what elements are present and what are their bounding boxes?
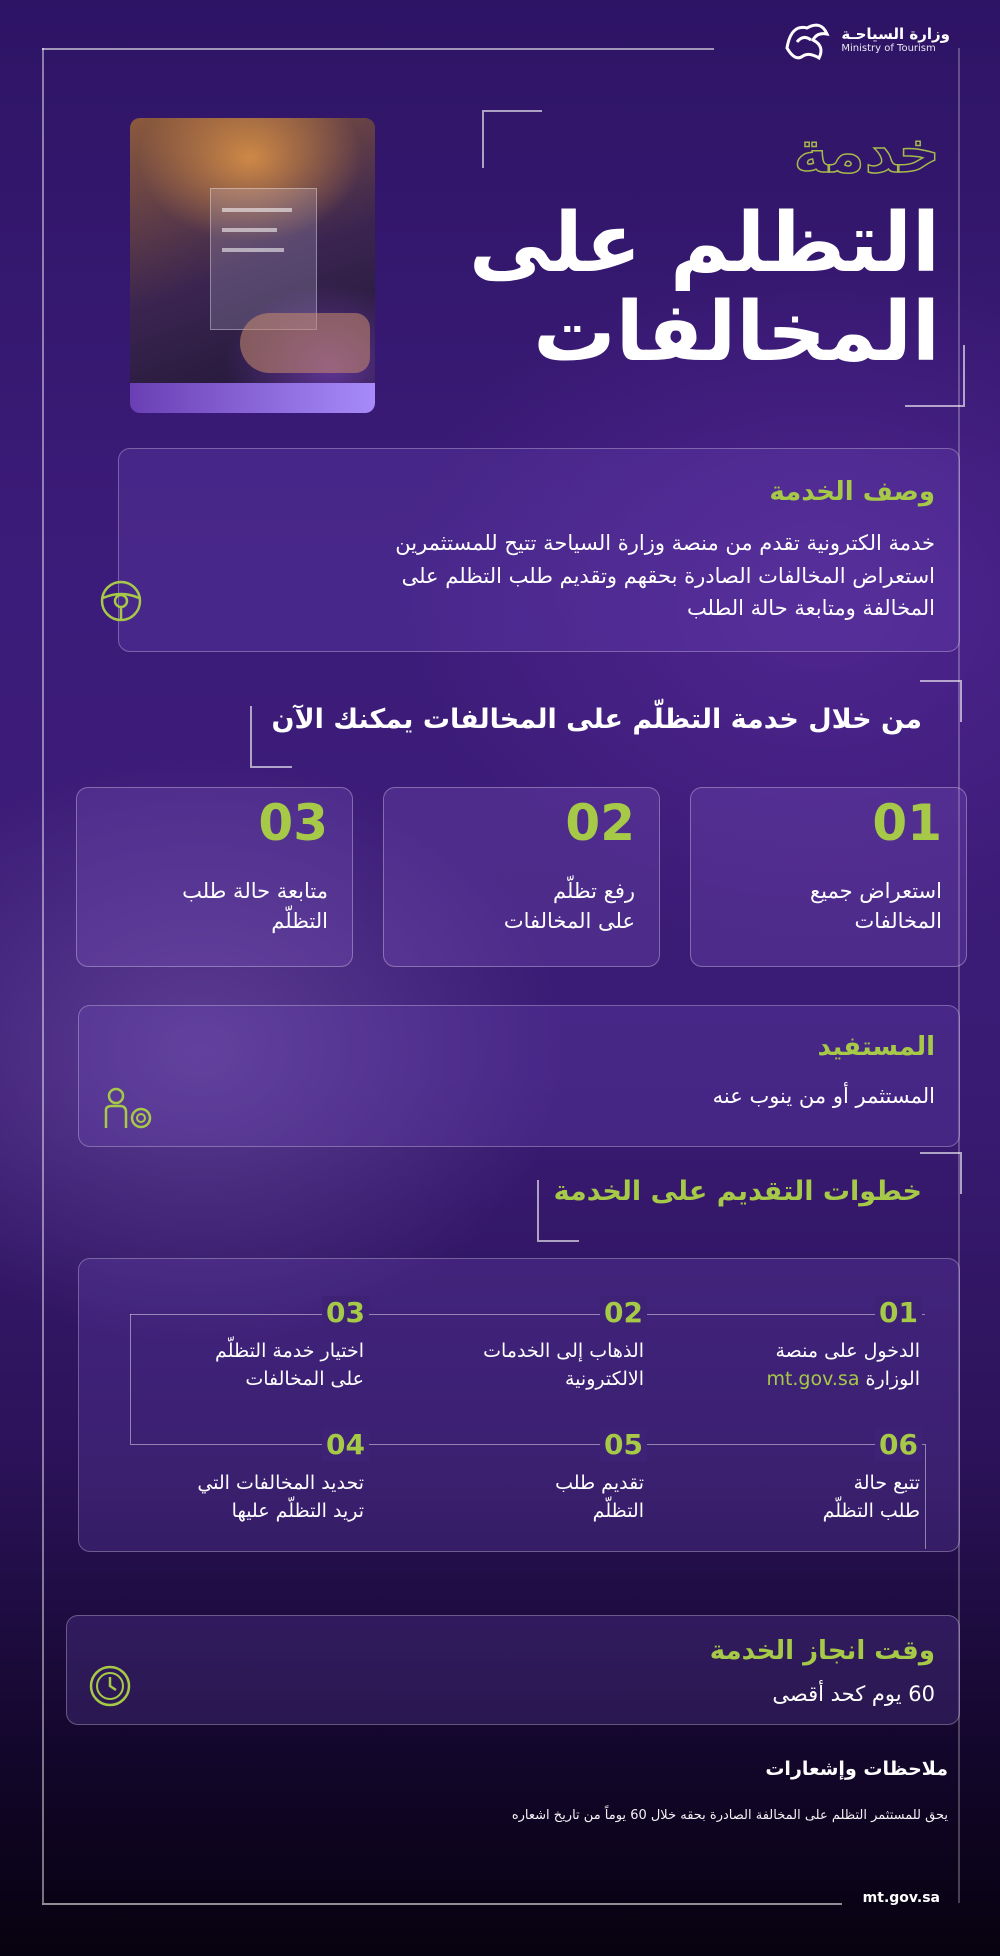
- steps-heading: خطوات التقديم على الخدمة: [553, 1176, 922, 1207]
- service-description-line: خدمة الكترونية تقدم من منصة وزارة السياحة تتيح للمستثمرين: [395, 531, 935, 555]
- ministry-logo-icon: [781, 18, 831, 62]
- capability-text: [810, 876, 942, 937]
- investor-icon: [104, 1086, 154, 1130]
- step-line: [766, 1366, 920, 1394]
- step-text-2: [483, 1338, 644, 1393]
- frame-top-line: [42, 48, 714, 50]
- steps-connector-top: [130, 1314, 925, 1315]
- capability-line: المخالفات: [854, 909, 942, 934]
- capability-card-3: [76, 787, 353, 967]
- step-text-6: [823, 1470, 920, 1525]
- step-line: تقديم طلب: [555, 1472, 644, 1494]
- hero-laptop-image: [130, 118, 375, 413]
- service-description-panel: [118, 448, 960, 652]
- beneficiary-panel: [78, 1005, 960, 1147]
- logo-english: Ministry of Tourism: [841, 42, 936, 54]
- steering-wheel-icon: [98, 578, 144, 624]
- steps-connector-middle: [130, 1444, 925, 1445]
- step-text-1: [766, 1338, 920, 1393]
- step-line-text: الوزارة: [859, 1367, 920, 1390]
- website-link[interactable]: mt.gov.sa: [766, 1367, 860, 1390]
- step-number-2: 02: [600, 1296, 647, 1329]
- step-number-3: 03: [322, 1296, 369, 1329]
- frame-left-line: [42, 48, 44, 1903]
- step-line: تريد التظلّم عليها: [231, 1499, 364, 1522]
- capability-number: 02: [565, 794, 635, 852]
- title-bracket-top: [482, 110, 542, 168]
- capabilities-heading: من خلال خدمة التظلّم على المخالفات يمكنك الآن: [271, 704, 922, 735]
- ministry-logo: [781, 18, 950, 62]
- capability-line: رفع تظلّم: [552, 879, 635, 903]
- clock-icon: [88, 1664, 132, 1708]
- capability-line: على المخالفات: [503, 909, 635, 934]
- logo-text: [841, 26, 950, 54]
- step-text-5: [555, 1470, 644, 1525]
- capability-card-2: [383, 787, 660, 967]
- step-line: على المخالفات: [245, 1367, 364, 1390]
- step-text-4: [197, 1470, 364, 1525]
- step-text-3: [215, 1338, 364, 1393]
- service-description-line: استعراض المخالفات الصادرة بحقهم وتقديم طلب التظلم على: [401, 563, 935, 588]
- service-description-text: [395, 527, 935, 625]
- capability-text: [182, 876, 328, 937]
- beneficiary-heading: المستفيد: [817, 1032, 935, 1062]
- hero-hand: [240, 313, 370, 373]
- notes-text: يحق للمستثمر التظلم على المخالفة الصادرة بحقه خلال 60 يوماً من تاريخ اشعاره: [511, 1808, 948, 1823]
- capability-text: [504, 876, 635, 937]
- capability-line: متابعة حالة طلب: [182, 879, 328, 903]
- steps-connector-right: [925, 1444, 926, 1549]
- completion-time-text: 60 يوم كحد أقصى: [772, 1682, 935, 1706]
- step-number-1: 01: [875, 1296, 922, 1329]
- capability-number: 01: [872, 794, 942, 852]
- beneficiary-text: المستثمر أو من ينوب عنه: [712, 1084, 935, 1108]
- step-number-5: 05: [600, 1428, 647, 1461]
- hero-screen-line: [222, 228, 277, 232]
- capability-line: التظلّم: [271, 909, 328, 934]
- capability-card-1: [690, 787, 967, 967]
- steps-bracket-right: [920, 1152, 962, 1194]
- page-title-line1: التظلم على: [468, 196, 940, 291]
- hero-laptop-base: [130, 383, 375, 413]
- hero-screen-line: [222, 208, 292, 212]
- steps-connector-left: [130, 1314, 131, 1444]
- service-description-line: المخالفة ومتابعة حالة الطلب: [686, 596, 935, 621]
- footer-website-link[interactable]: mt.gov.sa: [862, 1890, 940, 1906]
- step-line: التظلّم: [592, 1499, 644, 1522]
- capability-number: 03: [258, 794, 328, 852]
- completion-time-panel: [66, 1615, 960, 1725]
- step-line: الذهاب إلى الخدمات: [483, 1340, 644, 1362]
- service-description-heading: وصف الخدمة: [769, 477, 935, 507]
- step-line: الدخول على منصة: [775, 1340, 920, 1362]
- completion-time-heading: وقت انجاز الخدمة: [709, 1636, 935, 1666]
- step-line: طلب التظلّم: [822, 1499, 920, 1522]
- step-number-6: 06: [875, 1428, 922, 1461]
- hero-screen-line: [222, 248, 284, 252]
- notes-heading: ملاحظات وإشعارات: [765, 1758, 948, 1780]
- step-line: تتبع حالة: [853, 1472, 920, 1494]
- step-line: اختيار خدمة التظلّم: [215, 1340, 364, 1362]
- step-line: الالكترونية: [565, 1367, 644, 1390]
- capabilities-bracket-right: [920, 680, 962, 722]
- page-title: [468, 196, 940, 380]
- capability-line: استعراض جميع: [809, 879, 942, 903]
- logo-arabic: وزارة السياحـة: [841, 25, 950, 44]
- title-service-word: خدمة: [793, 118, 940, 186]
- step-number-4: 04: [322, 1428, 369, 1461]
- step-line: تحديد المخالفات التي: [197, 1472, 364, 1494]
- frame-bottom-line: [42, 1903, 842, 1905]
- page-title-line2: المخالفات: [533, 284, 940, 380]
